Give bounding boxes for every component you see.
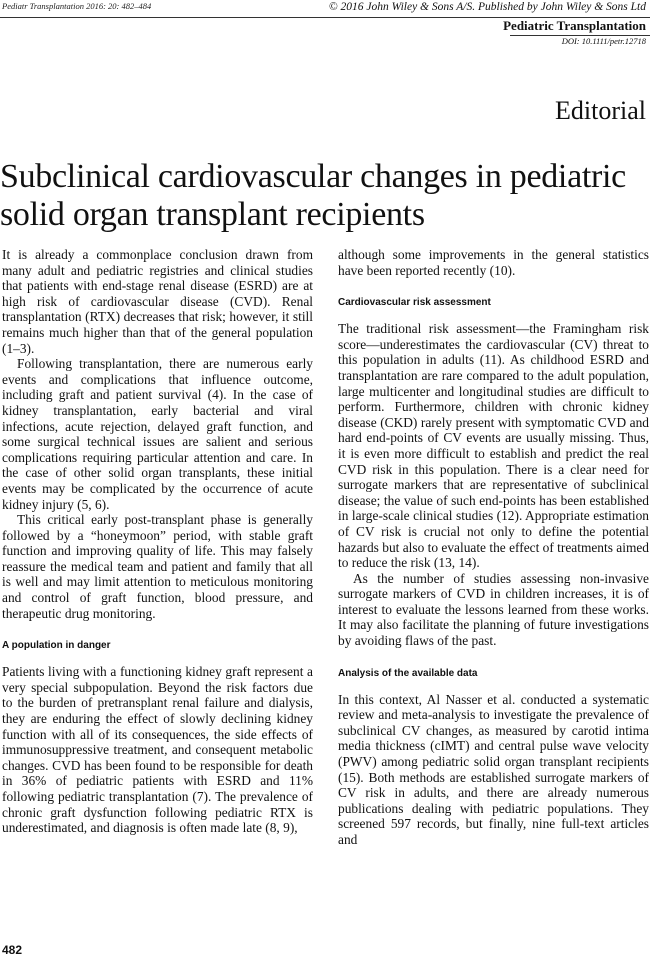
running-citation: Pediatr Transplantation 2016: 20: 482–484 — [2, 1, 152, 11]
paragraph: Patients living with a functioning kidney graft represent a very special subpopulation. Beyond the risk factors due to the burden of pretransplant renal failure and dialysis, they are enduring the effect of slowly declining kidney function with all of its consequences, the side effects of immunosuppressive treatment, and consequent metabolic changes. CVD has been found to be responsible for death in 36% of pediatric patients with ESRD and 11% following pediatric transplantation (7). The prevalence of chronic graft dysfunction following pediatric RTX is underestimated, and diagnosis is often made late (8, 9), — [2, 664, 313, 836]
paragraph: As the number of studies assessing non-invasive surrogate markers of CVD in children increases, it is of interest to evaluate the lessons learned from these works. It may also facilitate the planning of future investigations by avoiding flaws of the past. — [338, 570, 649, 649]
section-label: Editorial — [555, 96, 646, 125]
journal-name: Pediatric Transplantation — [503, 18, 646, 33]
copyright-line: © 2016 John Wiley & Sons A/S. Published by John Wiley & Sons Ltd — [328, 1, 646, 13]
journal-rule — [510, 35, 650, 36]
paragraph: Following transplantation, there are numerous early events and complications that influence outcome, including graft and patient survival (4). In the case of kidney transplantation, early bacterial and viral infections, acute rejection, delayed graft function, and some surgical technical issues are salient and serious complications requiring particular attention and care. In the case of other solid organ transplants, these initial events may be complicated by the occurrence of acute kidney injury (5, 6). — [2, 356, 313, 512]
header-rule — [0, 17, 650, 18]
paragraph: The traditional risk assessment—the Framingham risk score—underestimates the cardiovascular (CV) threat to this population in adults (11). As childhood ESRD and transplantation are rare compared to the adult population, large multicenter and longitudinal studies are difficult to perform. Furthermore, children with chronic kidney disease (CKD) rarely present with symptomatic CVD and hard end-points of CV events are usually missing. Thus, it is even more difficult to establish and predict the real CVD risk in this population. There is a clear need for surrogate markers that are representative of subclinical disease; the value of such end-points has been established in large-scale clinical studies (12). Appropriate estimation of CV risk is crucial not only to define the potential hazards but also to evaluate the effect of treatments aimed to reduce the risk (13, 14). — [338, 321, 649, 571]
paragraph: This critical early post-transplant phase is generally followed by a “honeymoon” period, with stable graft function and improving quality of life. This may falsely reassure the medical team and patient and family that all is well and may limit attention to meticulous monitoring and control of graft function, blood pressure, and therapeutic drug monitoring. — [2, 512, 313, 621]
left-column — [2, 247, 313, 836]
journal-header — [329, 0, 646, 47]
article-title: Subclinical cardiovascular changes in pediatric solid organ transplant recipients — [0, 158, 626, 233]
paragraph: It is already a commonplace conclusion drawn from many adult and pediatric registries and clinical studies that patients with end-stage renal disease (ESRD) are at high risk of cardiovascular disease (CVD). Renal transplantation (RTX) decreases that risk; however, it still remains much higher than that of the general population (1–3). — [2, 247, 313, 356]
section-heading: Analysis of the available data — [338, 667, 478, 679]
doi-line: DOI: 10.1111/petr.12718 — [561, 36, 646, 46]
page-number: 482 — [2, 943, 23, 957]
paragraph: although some improvements in the general statistics have been reported recently (10). — [338, 247, 649, 278]
right-column — [338, 247, 649, 848]
paragraph: In this context, Al Nasser et al. conducted a systematic review and meta-analysis to investigate the prevalence of subclinical CV changes, as measured by carotid intima media thickness (cIMT) and central pulse wave velocity (PWV) among pediatric solid organ transplant recipients (15). Both methods are established surrogate markers of CV risk in adults, and there are already numerous publications dealing with pediatric populations. They screened 597 records, but finally, nine full-text articles and — [338, 691, 649, 847]
section-heading: Cardiovascular risk assessment — [338, 297, 491, 309]
section-heading: A population in danger — [2, 640, 111, 652]
